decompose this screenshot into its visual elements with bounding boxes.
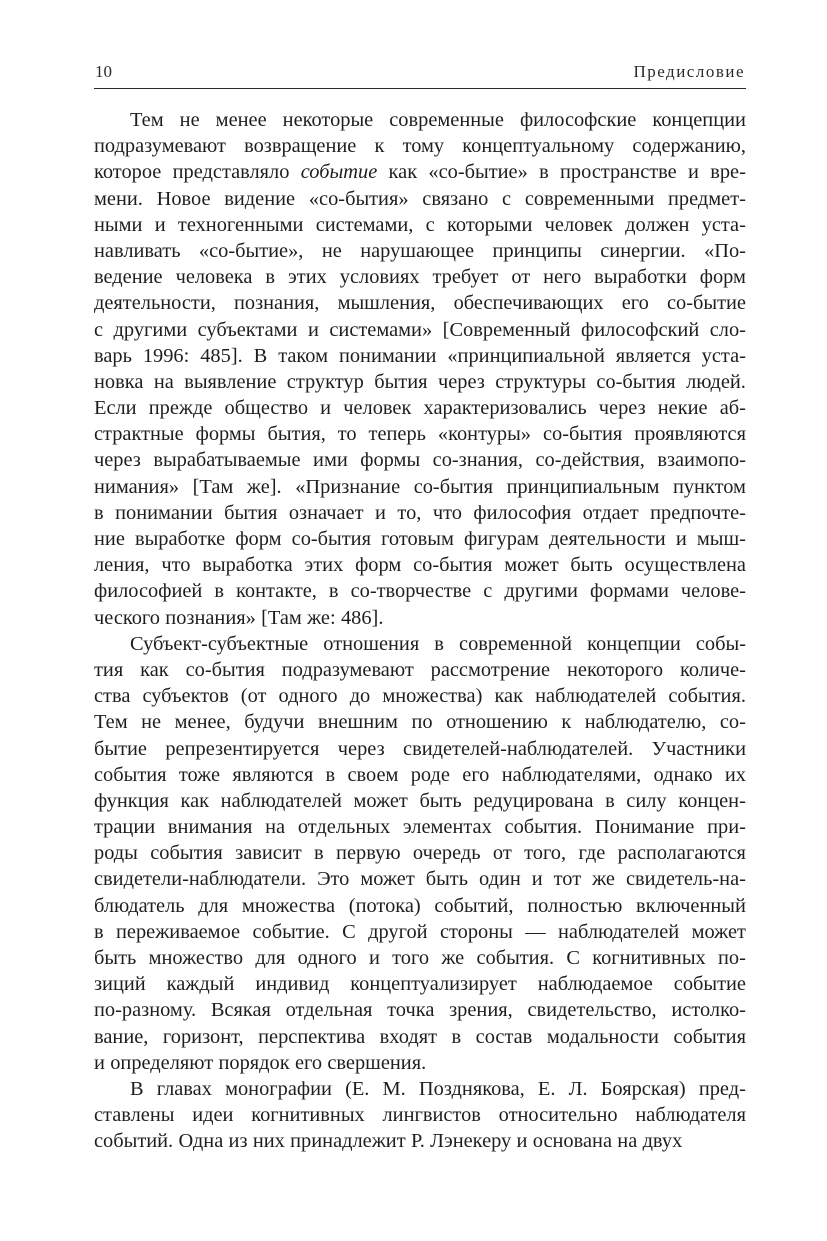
text-line: роды события зависит в первую очередь от того, где располагаются [94, 842, 746, 865]
text-line: новка на выявление структур бытия через структуры со-бытия людей. [94, 370, 746, 393]
body-text [94, 107, 746, 1155]
text-line: по-разному. Всякая отдельная точка зрения, свидетельство, истолко- [94, 999, 746, 1022]
text-line: ства субъектов (от одного до множества) как наблюдателей события. [94, 685, 746, 708]
text-line: функция как наблюдателей может быть редуцирована в силу концен- [94, 789, 746, 812]
text-line: в переживаемое событие. С другой стороны — наблюдателей может [94, 920, 746, 943]
text-line: мени. Новое видение «со-бытия» связано с современными предмет- [94, 187, 746, 210]
paragraph [94, 107, 746, 631]
text-line: которое представляло событие как «со-бытие» в пространстве и вре- [94, 161, 746, 184]
text-line: страктные формы бытия, то теперь «контуры» со-бытия проявляются [94, 423, 746, 446]
paragraph [94, 1076, 746, 1155]
text-line: ными и техногенными системами, с которыми человек должен уста- [94, 213, 746, 236]
text-line: деятельности, познания, мышления, обеспечивающих его со-бытие [94, 292, 746, 315]
text-line: тия как со-бытия подразумевают рассмотрение некоторого количе- [94, 658, 746, 681]
text-line: вание, горизонт, перспектива входят в состав модальности события [94, 1025, 746, 1048]
text-line: свидетели-наблюдатели. Это может быть один и тот же свидетель-на- [94, 868, 746, 891]
text-line: через вырабатываемые ими формы со-знания, со-действия, взаимопо- [94, 449, 746, 472]
text-line: ческого познания» [Там же: 486]. [94, 606, 384, 629]
text-line: навливать «со-бытие», не нарушающее принципы синергии. «По- [94, 239, 746, 262]
text-line: события тоже являются в своем роде его наблюдателями, однако их [94, 763, 746, 786]
paragraph [94, 631, 746, 1076]
text-line: ведение человека в этих условиях требует от него выработки форм [94, 266, 746, 289]
text-line: и определяют порядок его свершения. [94, 1051, 427, 1074]
text-line: Тем не менее, будучи внешним по отношению к наблюдателю, со- [94, 711, 746, 734]
text-line: зиций каждый индивид концептуализирует наблюдаемое событие [94, 973, 746, 996]
text-line: с другими субъектами и системами» [Современный философский сло- [94, 318, 746, 341]
text-line: ние выработке форм со-бытия готовым фигурам деятельности и мыш- [94, 528, 746, 550]
text-line: ления, что выработка этих форм со-бытия может быть осуществлена [94, 554, 746, 577]
text-line: ставлены идеи когнитивных лингвистов относительно наблюдателя [94, 1104, 746, 1127]
text-line: трации внимания на отдельных элементах события. Понимание при- [94, 816, 746, 839]
running-head [94, 58, 746, 89]
text-line: Тем не менее некоторые современные философские концепции [130, 109, 746, 131]
text-line: философией в контакте, в со-творчестве с другими формами челове- [94, 580, 746, 603]
text-line: варь 1996: 485]. В таком понимании «принципиальной является уста- [94, 344, 746, 367]
text-line: Если прежде общество и человек характеризовались через некие аб- [94, 397, 746, 420]
text-line: бытие репрезентируется через свидетелей-наблюдателей. Участники [94, 737, 746, 760]
text-line: нимания» [Там же]. «Признание со-бытия принципиальным пунктом [94, 475, 746, 498]
text-line: быть множество для одного и того же события. С когнитивных по- [94, 947, 746, 969]
text-line: подразумевают возвращение к тому концептуальному содержанию, [94, 135, 746, 158]
text-line: В главах монографии (Е. М. Позднякова, Е. Л. Боярская) пред- [130, 1077, 746, 1100]
page-number: 10 [95, 62, 112, 81]
text-line: событий. Одна из них принадлежит Р. Лэнекеру и основана на двух [94, 1130, 683, 1153]
text-line: Субъект-субъектные отношения в современной концепции собы- [130, 632, 746, 655]
section-title: Предисловие [633, 62, 745, 81]
text-line: в понимании бытия означает и то, что философия отдает предпочте- [94, 501, 746, 524]
text-line: блюдатель для множества (потока) событий, полностью включенный [94, 894, 746, 917]
